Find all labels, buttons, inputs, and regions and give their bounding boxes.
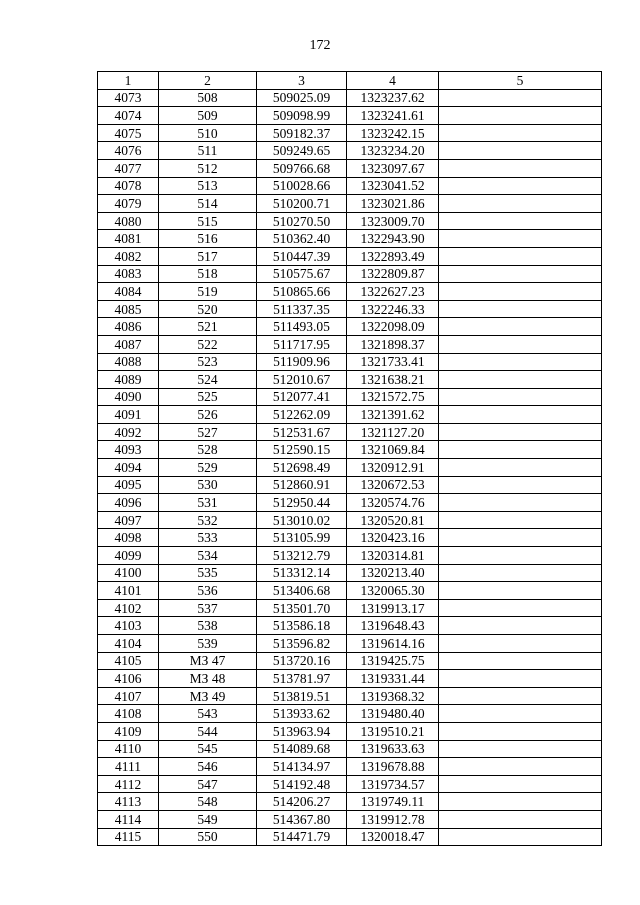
table-cell: 4076	[98, 142, 159, 160]
table-cell	[439, 159, 602, 177]
table-row	[98, 635, 602, 653]
table-row	[98, 476, 602, 494]
table-cell: 526	[159, 406, 257, 424]
table-cell: 1320423.16	[347, 529, 439, 547]
table-cell: 1322627.23	[347, 283, 439, 301]
table-cell: 524	[159, 371, 257, 389]
table-cell: 513212.79	[257, 547, 347, 565]
table-cell: 4102	[98, 599, 159, 617]
table-cell: 510200.71	[257, 195, 347, 213]
table-row	[98, 195, 602, 213]
table-cell: 4104	[98, 635, 159, 653]
table-cell	[439, 423, 602, 441]
table-row	[98, 107, 602, 125]
table-cell: 513312.14	[257, 564, 347, 582]
table-cell: 533	[159, 529, 257, 547]
header-cell: 2	[159, 72, 257, 90]
table-cell: 513596.82	[257, 635, 347, 653]
table-cell: 510028.66	[257, 177, 347, 195]
table-cell: 534	[159, 547, 257, 565]
table-cell	[439, 793, 602, 811]
table-cell: 1319633.63	[347, 740, 439, 758]
table-cell: 1319368.32	[347, 687, 439, 705]
header-cell: 1	[98, 72, 159, 90]
table-cell: 509766.68	[257, 159, 347, 177]
table-row	[98, 371, 602, 389]
table-cell	[439, 758, 602, 776]
table-cell: 512010.67	[257, 371, 347, 389]
table-cell: 1322893.49	[347, 247, 439, 265]
table-cell: 4111	[98, 758, 159, 776]
table-cell: 522	[159, 335, 257, 353]
table-cell: 512	[159, 159, 257, 177]
table-cell: 514134.97	[257, 758, 347, 776]
table-cell	[439, 283, 602, 301]
table-cell: 512860.91	[257, 476, 347, 494]
table-cell: 1320065.30	[347, 582, 439, 600]
table-cell: 1319425.75	[347, 652, 439, 670]
table-cell: 1323234.20	[347, 142, 439, 160]
header-cell: 3	[257, 72, 347, 90]
table-cell: 1320574.76	[347, 494, 439, 512]
table-cell: 1321069.84	[347, 441, 439, 459]
table-cell: 1319913.17	[347, 599, 439, 617]
table-row	[98, 441, 602, 459]
table-cell: 546	[159, 758, 257, 776]
table-cell: 513586.18	[257, 617, 347, 635]
table-row	[98, 617, 602, 635]
table-row	[98, 177, 602, 195]
table-cell: 513963.94	[257, 722, 347, 740]
table-cell: 4091	[98, 406, 159, 424]
table-row	[98, 335, 602, 353]
table-row	[98, 318, 602, 336]
table-cell: 4081	[98, 230, 159, 248]
table-cell	[439, 265, 602, 283]
table-row	[98, 687, 602, 705]
table-row	[98, 722, 602, 740]
table-cell: 510270.50	[257, 212, 347, 230]
table-cell: 4105	[98, 652, 159, 670]
table-row	[98, 124, 602, 142]
table-cell: 4078	[98, 177, 159, 195]
table-cell	[439, 670, 602, 688]
table-row	[98, 89, 602, 107]
table-cell: 511337.35	[257, 300, 347, 318]
header-cell: 5	[439, 72, 602, 90]
table-cell: 1320520.81	[347, 511, 439, 529]
table-cell: 4097	[98, 511, 159, 529]
table-row	[98, 511, 602, 529]
table-cell: 1322098.09	[347, 318, 439, 336]
table-cell: 4092	[98, 423, 159, 441]
table-cell	[439, 335, 602, 353]
table-cell	[439, 582, 602, 600]
table-cell: 516	[159, 230, 257, 248]
page-number: 172	[309, 38, 331, 53]
table-cell: 1319510.21	[347, 722, 439, 740]
table-cell: 1321733.41	[347, 353, 439, 371]
table-cell	[439, 124, 602, 142]
table-cell	[439, 775, 602, 793]
table-cell: 4082	[98, 247, 159, 265]
table-row	[98, 283, 602, 301]
table-cell: 4103	[98, 617, 159, 635]
table-cell: 511717.95	[257, 335, 347, 353]
table-cell: 1321638.21	[347, 371, 439, 389]
table-cell: 513819.51	[257, 687, 347, 705]
table-cell	[439, 353, 602, 371]
table-cell	[439, 441, 602, 459]
table-cell: 1319648.43	[347, 617, 439, 635]
table-cell	[439, 722, 602, 740]
table-row	[98, 828, 602, 846]
table-cell: 4109	[98, 722, 159, 740]
table-cell: 4114	[98, 810, 159, 828]
table-cell: 510	[159, 124, 257, 142]
table-cell	[439, 89, 602, 107]
table-cell: 1319678.88	[347, 758, 439, 776]
table-cell	[439, 212, 602, 230]
table-cell: 528	[159, 441, 257, 459]
table-cell: 520	[159, 300, 257, 318]
table-cell: 1321127.20	[347, 423, 439, 441]
table-cell: 1323237.62	[347, 89, 439, 107]
table-cell: 4094	[98, 459, 159, 477]
table-cell: 4079	[98, 195, 159, 213]
table-cell: 4074	[98, 107, 159, 125]
table-cell: 1323242.15	[347, 124, 439, 142]
table-cell: 545	[159, 740, 257, 758]
table-cell: 4077	[98, 159, 159, 177]
table-cell: 525	[159, 388, 257, 406]
table-cell: 509025.09	[257, 89, 347, 107]
table-cell	[439, 459, 602, 477]
table-row	[98, 230, 602, 248]
table-cell: 1319480.40	[347, 705, 439, 723]
table-cell: 1320912.91	[347, 459, 439, 477]
table-cell: 4107	[98, 687, 159, 705]
table-cell: 513105.99	[257, 529, 347, 547]
table-cell: 4098	[98, 529, 159, 547]
table-cell: 550	[159, 828, 257, 846]
table-row	[98, 652, 602, 670]
table-cell: 1321572.75	[347, 388, 439, 406]
table-cell: 1320018.47	[347, 828, 439, 846]
table-row	[98, 529, 602, 547]
table-cell: 514206.27	[257, 793, 347, 811]
table-cell: 513781.97	[257, 670, 347, 688]
table-cell: МЗ 48	[159, 670, 257, 688]
table-cell: 512590.15	[257, 441, 347, 459]
table-cell	[439, 547, 602, 565]
table-row	[98, 705, 602, 723]
table-cell: 544	[159, 722, 257, 740]
table-row	[98, 740, 602, 758]
table-row	[98, 212, 602, 230]
table-cell: 1319614.16	[347, 635, 439, 653]
table-cell	[439, 810, 602, 828]
table-cell: 513720.16	[257, 652, 347, 670]
table-cell: 4073	[98, 89, 159, 107]
table-cell	[439, 195, 602, 213]
table-cell: 4090	[98, 388, 159, 406]
table-cell: 511909.96	[257, 353, 347, 371]
table-cell: 4086	[98, 318, 159, 336]
table-cell: 4087	[98, 335, 159, 353]
table-cell: 513933.62	[257, 705, 347, 723]
table-cell: 515	[159, 212, 257, 230]
table-cell: 513	[159, 177, 257, 195]
table-cell	[439, 740, 602, 758]
table-cell: 512077.41	[257, 388, 347, 406]
table-cell: 1319912.78	[347, 810, 439, 828]
table-row	[98, 582, 602, 600]
table-cell: 511	[159, 142, 257, 160]
table-row	[98, 494, 602, 512]
table-cell: 514	[159, 195, 257, 213]
table-cell: 510447.39	[257, 247, 347, 265]
table-row	[98, 564, 602, 582]
table-cell: 4095	[98, 476, 159, 494]
table-cell	[439, 142, 602, 160]
table-cell	[439, 247, 602, 265]
table-cell: 514089.68	[257, 740, 347, 758]
table-cell: 4085	[98, 300, 159, 318]
table-cell: 1323009.70	[347, 212, 439, 230]
table-row	[98, 159, 602, 177]
table-cell: 510865.66	[257, 283, 347, 301]
table-cell: МЗ 49	[159, 687, 257, 705]
table-cell: 548	[159, 793, 257, 811]
table-cell	[439, 687, 602, 705]
table-cell: 4108	[98, 705, 159, 723]
header-cell: 4	[347, 72, 439, 90]
table-cell: 4115	[98, 828, 159, 846]
table-cell: 4100	[98, 564, 159, 582]
table-cell: 512698.49	[257, 459, 347, 477]
table-cell: 1323097.67	[347, 159, 439, 177]
table-cell: 532	[159, 511, 257, 529]
table-cell: 509098.99	[257, 107, 347, 125]
table-row	[98, 142, 602, 160]
table-header	[98, 72, 602, 90]
table-row	[98, 388, 602, 406]
table-cell: 1319331.44	[347, 670, 439, 688]
table-cell: 1319749.11	[347, 793, 439, 811]
table-cell: 514192.48	[257, 775, 347, 793]
table-cell: 509182.37	[257, 124, 347, 142]
table-cell	[439, 635, 602, 653]
table-row	[98, 300, 602, 318]
table-cell: 508	[159, 89, 257, 107]
table-cell: 523	[159, 353, 257, 371]
table-cell	[439, 177, 602, 195]
table-cell: 1322246.33	[347, 300, 439, 318]
table-cell: 4083	[98, 265, 159, 283]
table-cell	[439, 652, 602, 670]
table-cell: 4075	[98, 124, 159, 142]
table-cell: 521	[159, 318, 257, 336]
table-cell	[439, 371, 602, 389]
table-cell: 519	[159, 283, 257, 301]
table-cell	[439, 564, 602, 582]
table-cell: 4106	[98, 670, 159, 688]
table-row	[98, 265, 602, 283]
table-cell: 510362.40	[257, 230, 347, 248]
table-cell	[439, 406, 602, 424]
table-cell: 1323041.52	[347, 177, 439, 195]
table-row	[98, 670, 602, 688]
table-cell: 536	[159, 582, 257, 600]
table-cell	[439, 705, 602, 723]
table-cell: 547	[159, 775, 257, 793]
table-cell: 4110	[98, 740, 159, 758]
table-cell: 538	[159, 617, 257, 635]
table-cell	[439, 476, 602, 494]
table-cell: 518	[159, 265, 257, 283]
table-row	[98, 423, 602, 441]
table-cell: 4088	[98, 353, 159, 371]
table-cell: 531	[159, 494, 257, 512]
table-cell: 1319734.57	[347, 775, 439, 793]
table-row	[98, 599, 602, 617]
table-cell	[439, 529, 602, 547]
table-cell	[439, 107, 602, 125]
table-cell: 535	[159, 564, 257, 582]
table-cell: 549	[159, 810, 257, 828]
table-cell: МЗ 47	[159, 652, 257, 670]
table-cell: 1320314.81	[347, 547, 439, 565]
table-cell: 510575.67	[257, 265, 347, 283]
table-cell: 513010.02	[257, 511, 347, 529]
table-cell: 4113	[98, 793, 159, 811]
table-cell	[439, 318, 602, 336]
table-cell: 1320213.40	[347, 564, 439, 582]
table-row	[98, 775, 602, 793]
table-row	[98, 758, 602, 776]
table-cell	[439, 828, 602, 846]
table-cell: 537	[159, 599, 257, 617]
table-cell: 4112	[98, 775, 159, 793]
table-cell: 509	[159, 107, 257, 125]
table-cell: 511493.05	[257, 318, 347, 336]
table-cell: 509249.65	[257, 142, 347, 160]
table-body	[98, 89, 602, 846]
table-cell: 512950.44	[257, 494, 347, 512]
table-cell	[439, 230, 602, 248]
table-cell	[439, 388, 602, 406]
table-cell: 1322943.90	[347, 230, 439, 248]
table-cell: 543	[159, 705, 257, 723]
table-cell: 4084	[98, 283, 159, 301]
table-cell: 529	[159, 459, 257, 477]
table-cell	[439, 511, 602, 529]
table-row	[98, 353, 602, 371]
table-cell: 1320672.53	[347, 476, 439, 494]
table-cell	[439, 617, 602, 635]
table-cell	[439, 494, 602, 512]
header-row	[98, 72, 602, 90]
table-cell: 1321391.62	[347, 406, 439, 424]
table-row	[98, 406, 602, 424]
table-row	[98, 810, 602, 828]
table-cell	[439, 300, 602, 318]
table-cell: 4096	[98, 494, 159, 512]
table-cell: 514367.80	[257, 810, 347, 828]
coordinates-table	[97, 71, 602, 846]
table-cell: 4080	[98, 212, 159, 230]
table-cell: 517	[159, 247, 257, 265]
table-cell	[439, 599, 602, 617]
table-cell: 1321898.37	[347, 335, 439, 353]
table-row	[98, 547, 602, 565]
table-cell: 527	[159, 423, 257, 441]
table-row	[98, 793, 602, 811]
table-row	[98, 459, 602, 477]
table-cell: 4093	[98, 441, 159, 459]
table-cell: 512262.09	[257, 406, 347, 424]
table-cell: 513406.68	[257, 582, 347, 600]
table-cell: 1323021.86	[347, 195, 439, 213]
table-cell: 513501.70	[257, 599, 347, 617]
table-cell: 4101	[98, 582, 159, 600]
table-cell: 4089	[98, 371, 159, 389]
table-row	[98, 247, 602, 265]
table-cell: 514471.79	[257, 828, 347, 846]
table-cell: 1323241.61	[347, 107, 439, 125]
table-cell: 4099	[98, 547, 159, 565]
table-cell: 539	[159, 635, 257, 653]
table-cell: 530	[159, 476, 257, 494]
table-cell: 512531.67	[257, 423, 347, 441]
table-cell: 1322809.87	[347, 265, 439, 283]
